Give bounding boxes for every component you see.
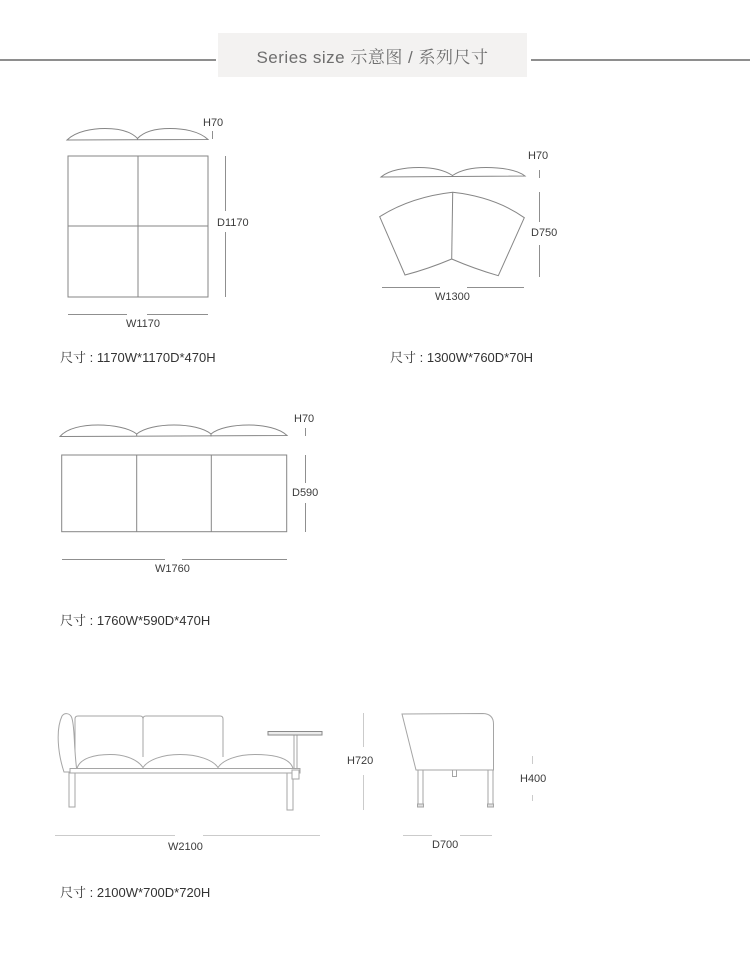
depth-dim-line <box>539 245 540 277</box>
section-title: Series size 示意图 / 系列尺寸 <box>218 33 527 77</box>
armrest-backrest <box>58 714 77 772</box>
height-dim-line <box>532 795 533 801</box>
cushion-profile <box>60 425 287 437</box>
center-tab <box>453 770 457 777</box>
height-dim-label: H70 <box>203 117 224 129</box>
header-rule-right <box>531 59 750 61</box>
width-dim-label: W2100 <box>168 841 203 853</box>
sofa-leg <box>418 770 423 807</box>
width-dim-line <box>382 287 440 288</box>
depth-dim-line <box>539 192 540 222</box>
header-rule-left <box>0 59 216 61</box>
dim-tick <box>212 131 213 139</box>
width-dim-line <box>147 314 208 315</box>
sofa-leg <box>488 770 493 807</box>
width-dim-line <box>467 287 524 288</box>
width-dim-line <box>68 314 127 315</box>
sofa-front-view-drawing <box>50 708 330 813</box>
width-dim-line <box>182 559 287 560</box>
three-seat-bench-top-view-drawing <box>55 415 315 540</box>
width-dim-label: W1760 <box>155 563 190 575</box>
height-dim-line <box>363 713 364 747</box>
depth-dim-line <box>225 156 226 211</box>
angled-seat-divider <box>452 192 453 259</box>
height-dim-label: H70 <box>528 150 549 162</box>
depth-dim-label: D750 <box>531 227 558 239</box>
leg-foot <box>418 804 424 807</box>
side-body-outline <box>402 714 494 771</box>
depth-dim-label: D590 <box>292 487 319 499</box>
sofa-leg <box>69 773 75 807</box>
height-dim-line <box>363 775 364 810</box>
depth-dim-label: D700 <box>432 839 459 851</box>
depth-dim-line <box>305 503 306 532</box>
size-caption: 尺寸 : 1170W*1170D*470H <box>60 350 216 365</box>
sofa-side-view-drawing <box>395 708 500 813</box>
seat-outline <box>62 455 287 532</box>
leg-foot <box>488 804 494 807</box>
depth-dim-line <box>460 835 492 836</box>
depth-dim-label: D1170 <box>217 217 249 229</box>
depth-dim-line <box>305 455 306 483</box>
square-bench-top-view-drawing <box>60 118 215 303</box>
width-dim-line <box>62 559 165 560</box>
side-table-post <box>294 735 297 771</box>
height-dim-line <box>532 756 533 764</box>
height-dim-label: H720 <box>347 755 374 767</box>
side-table-top <box>268 732 322 736</box>
height-dim-label: H400 <box>520 773 547 785</box>
size-caption: 尺寸 : 1760W*590D*470H <box>60 613 211 628</box>
width-dim-label: W1300 <box>435 291 470 303</box>
width-dim-line <box>55 835 175 836</box>
angled-module-top-view-drawing <box>375 160 530 285</box>
width-dim-line <box>203 835 320 836</box>
width-dim-label: W1170 <box>126 318 161 330</box>
height-dim-label: H70 <box>294 413 315 425</box>
sofa-rail <box>70 769 300 774</box>
back-cushion <box>75 716 143 757</box>
size-caption: 尺寸 : 2100W*700D*720H <box>60 885 211 900</box>
back-cushion <box>143 716 223 757</box>
dim-tick <box>305 428 306 436</box>
seat-cushions <box>77 755 293 769</box>
depth-dim-line <box>225 232 226 297</box>
depth-dim-line <box>403 835 432 836</box>
size-caption: 尺寸 : 1300W*760D*70H <box>390 350 534 365</box>
cushion-profile <box>67 129 208 141</box>
dim-tick <box>539 170 540 178</box>
side-table-foot <box>292 770 299 779</box>
